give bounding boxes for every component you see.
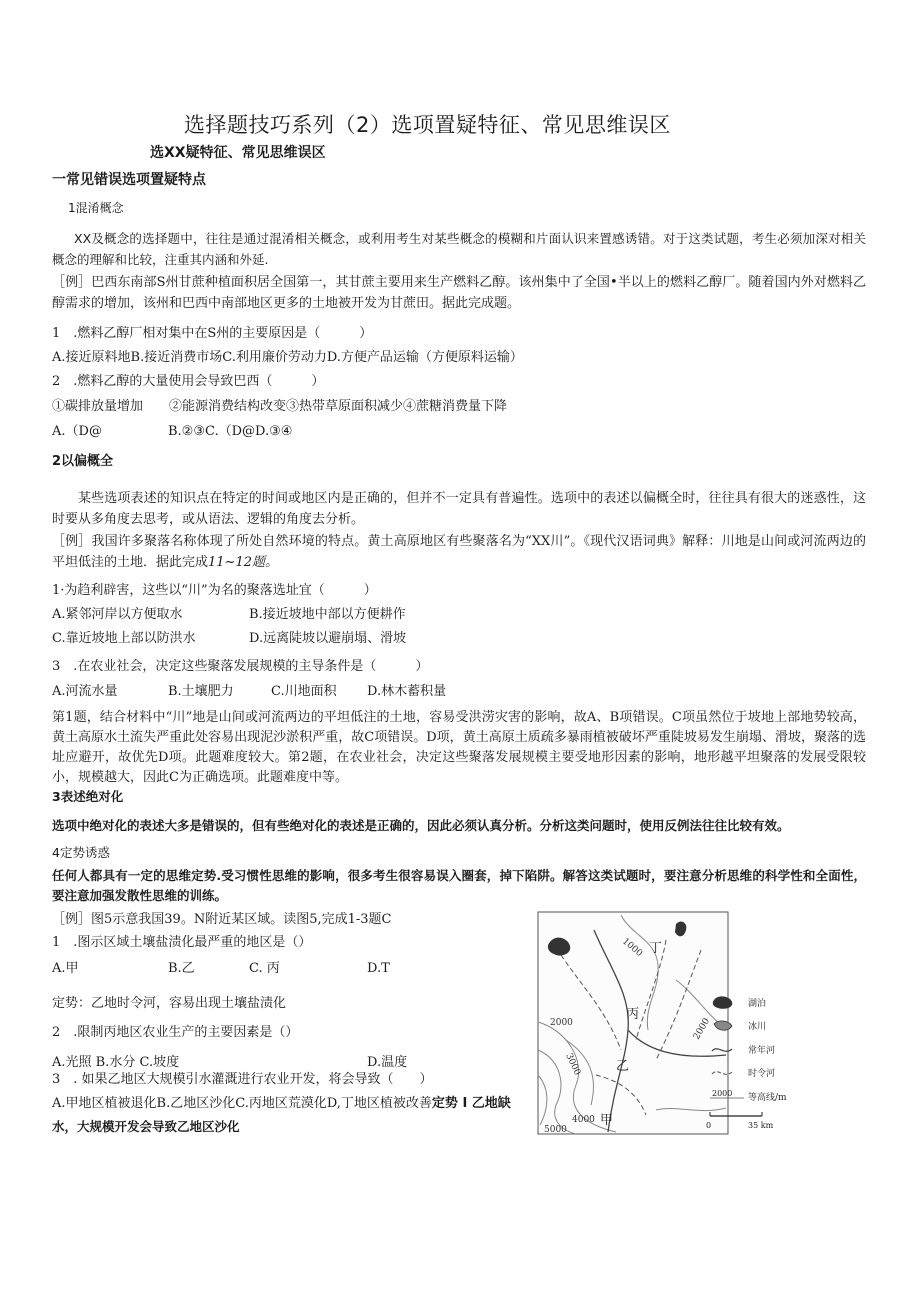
- s4-question-1-option-c: C. 丙: [249, 961, 280, 976]
- s2-question-1-option-c: C.靠近坡地上部以防洪水: [52, 631, 196, 646]
- s2-example-ref: 11~12题。: [208, 555, 278, 570]
- s1-example: ［例］巴西东南部S州甘蔗种植面积居全国第一，其甘蔗主要用来生产燃料乙醇。该州集中了全国•半以上的燃料乙醇厂。随着国内外对燃料乙醇需求的增加，该州和巴西中南部地区更多的土地被开发为甘蔗田。据此完成题。: [52, 275, 866, 311]
- place-label: 甲: [600, 1113, 614, 1128]
- contour-label: 3000: [563, 1052, 583, 1078]
- section-heading: 一常见错误选项置疑特点: [52, 172, 206, 188]
- s2-intro: 某些选项表述的知识点在特定的时间或地区内是正确的，但并不一定具有普遍性。选项中的表述以偏概全时，往往具有很大的迷惑性，这时要从多角度去思考，或从语法、逻辑的角度去分析。: [52, 491, 866, 527]
- s1-heading: 1混淆概念: [68, 201, 124, 215]
- contour-label: 2000: [691, 1016, 713, 1042]
- s2-question-3-option-d: D.林木蓄积量: [367, 684, 447, 699]
- s4-body: 任何人都具有一定的思维定势.受习惯性思维的影响，很多考生很容易误入圈套，掉下陷阱。解答这类试题时，要注意分析思维的科学性和全面性，要注意加强发散性思维的训练。: [52, 868, 866, 903]
- s3-heading: 3表述绝对化: [52, 789, 124, 804]
- s1-question-2: 2 .燃料乙醇的大量使用会导致巴西（ ）: [52, 374, 325, 389]
- s2-question-1-option-d: D.远离陡坡以避崩塌、滑坡: [249, 631, 407, 646]
- contour-label: 5000: [544, 1125, 567, 1135]
- s4-question-1-option-b: B.乙: [168, 961, 195, 976]
- legend-contour-label: 等高线/m: [748, 1093, 787, 1103]
- s1-question-2-option-b: B.②③C.（D@D.③④: [168, 424, 293, 439]
- s2-heading: 2以偏概全: [52, 454, 114, 469]
- page-title: 选择题技巧系列（2）选项置疑特征、常见思维误区: [184, 113, 671, 137]
- legend-seasonal-label: 时令河: [748, 1069, 776, 1079]
- s2-example-text: ［例］我国许多聚落名称体现了所处自然环境的特点。黄土高原地区有些聚落名为“XX川”。《现代汉语词典》解释：川地是山间或河流两边的平坦低洼的土地．据此完成: [52, 534, 866, 570]
- legend-perennial-label: 常年河: [748, 1046, 776, 1056]
- s4-note: 定势：乙地时令河，容易出现土壤盐渍化: [52, 996, 287, 1011]
- region-map: [536, 910, 798, 1136]
- s4-question-2-options-abc: A.光照 B.水分 C.坡度: [52, 1055, 180, 1070]
- scale-start-label: 0: [706, 1121, 712, 1130]
- s1-question-1: 1 .燃料乙醇厂相对集中在S州的主要原因是（ ）: [52, 326, 373, 341]
- s2-question-1-option-b: B.接近坡地中部以方便耕作: [249, 607, 406, 622]
- contour-label: 4000: [572, 1115, 595, 1125]
- legend-glacier-label: 冰川: [748, 1022, 767, 1032]
- s2-question-1: 1·为趋利辟害，这些以“川”为名的聚落选址宜（ ）: [52, 583, 377, 598]
- s4-question-3-note: 定势 I 乙地缺: [431, 1096, 511, 1111]
- s2-example: [52, 531, 866, 573]
- s4-question-3-note-cont: 水，大规模开发会导致乙地区沙化: [52, 1119, 240, 1134]
- contour-label: 1000: [620, 936, 645, 960]
- s4-question-1-option-d: D.T: [367, 961, 390, 976]
- s3-body: 选项中绝对化的表述大多是错误的，但有些绝对化的表述是正确的，因此必须认真分析。分析这类问题时，使用反例法往往比较有效。: [52, 818, 790, 833]
- s4-question-1-option-a: A.甲: [52, 961, 79, 976]
- s4-example: ［例］图5示意我国39。N附近某区域。读图5,完成1-3题C: [52, 912, 392, 927]
- s2-question-3-option-b: B.土壤肥力: [168, 684, 234, 699]
- s2-question-3-option-c: C.川地面积: [271, 684, 337, 699]
- scale-end-label: 35 km: [748, 1121, 774, 1130]
- legend-lake-icon: [713, 996, 732, 1008]
- s2-question-1-option-a: A.紧邻河岸以方便取水: [52, 607, 183, 622]
- place-label: 丁: [649, 941, 663, 956]
- s2-analysis: 第1题，结合材料中“川”地是山间或河流两边的平坦低注的土地，容易受洪涝灾害的影响，故A、B项错误。C项虽然位于坡地上部地势较高，黄土高原水土流失严重此处容易出现泥沙淤积严重，故C项错误。D项，黄土高原土质疏多暴雨植被破坏严重陡坡易发生崩塌、滑坡，聚落的选址应避开，故优先D项。此题难度较大。第2题，在农业社会，决定这些聚落发展规模主要受地形因素的影响，地形越平坦聚落的发展受限较小，规模越大，因此C为正确选项。此题难度中等。: [52, 710, 866, 785]
- s4-question-3-option-text: A.甲地区植被退化B.乙地区沙化C.丙地区荒漠化D,丁地区植被改善: [52, 1096, 432, 1111]
- s4-question-2: 2 .限制丙地区农业生产的主要因素是（）: [52, 1025, 299, 1040]
- s2-question-3-option-a: A.河流水量: [52, 684, 118, 699]
- place-label: 乙: [616, 1059, 630, 1074]
- s4-question-1: 1 .图示区域土壤盐渍化最严重的地区是（）: [52, 935, 312, 950]
- s1-intro: XX及概念的选择题中，往往是通过混淆相关概念，或利用考生对某些概念的模糊和片面认识来置感诱错。对于这类试题，考生必须加深对相关概念的理解和比较，注重其内涵和外延.: [52, 231, 866, 267]
- place-label: 丙: [626, 1007, 640, 1022]
- legend-contour-sample: 2000: [712, 1089, 733, 1098]
- s1-question-1-options: A.接近原料地B.接近消费市场C.利用廉价劳动力D.方便产品运输（方便原料运输）: [52, 350, 523, 365]
- s4-question-2-option-d: D.温度: [367, 1055, 408, 1070]
- s1-question-2-items: ①碳排放量增加 ②能源消费结构改变③热带草原面积减少④蔗糖消费量下降: [52, 399, 508, 414]
- s4-question-3: 3 . 如果乙地区大规模引水灌溉进行农业开发，将会导致（ ）: [52, 1072, 433, 1087]
- s4-heading: 4定势诱惑: [52, 845, 110, 860]
- page-subtitle: 选XX疑特征、常见思维误区: [150, 145, 326, 161]
- legend-lake-label: 湖泊: [748, 999, 767, 1009]
- contour-label: 2000: [550, 1018, 573, 1028]
- s4-question-3-options: [52, 1096, 511, 1112]
- s2-question-3: 3 .在农业社会，决定这些聚落发展规模的主导条件是（ ）: [52, 659, 429, 674]
- s1-question-2-option-a: A.（D@: [52, 424, 102, 439]
